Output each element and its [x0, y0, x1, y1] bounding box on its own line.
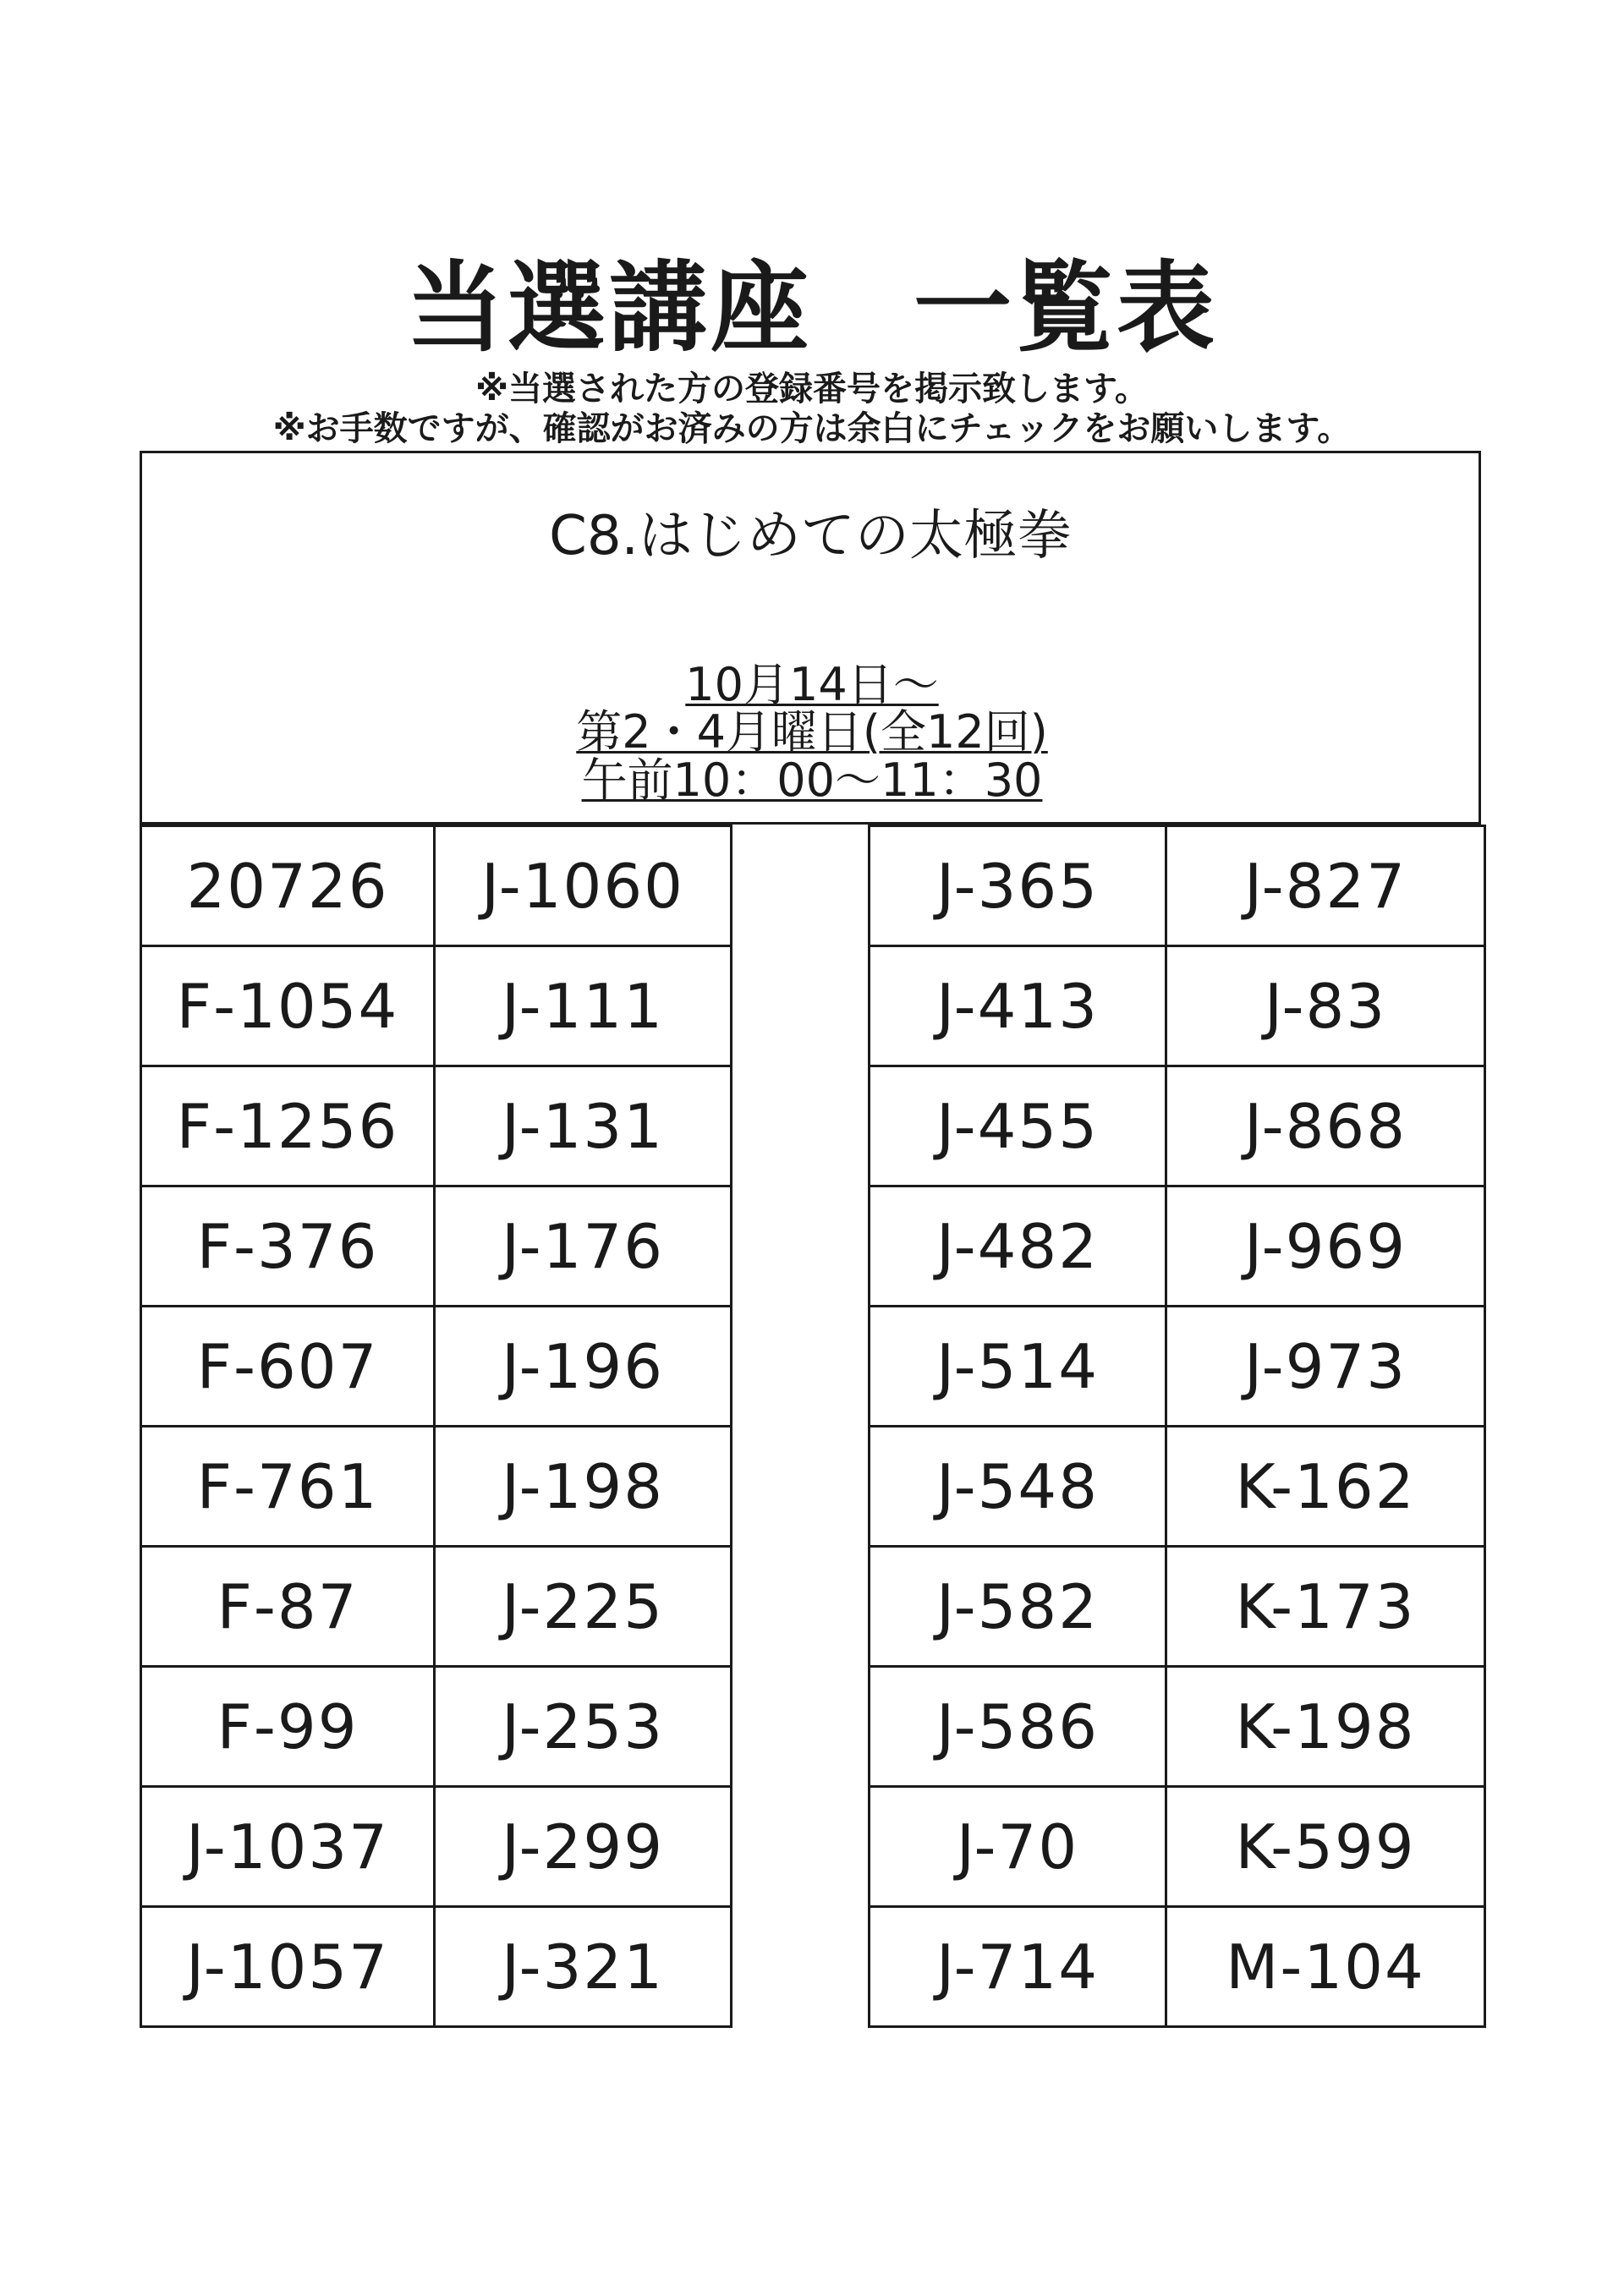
- registration-number-cell: F-376: [141, 1186, 435, 1307]
- page-title: 当選講座 一覧表: [406, 251, 1218, 365]
- registration-number-cell: 20726: [141, 826, 435, 946]
- winner-table-left: [140, 825, 732, 2028]
- registration-number-cell: J-868: [1166, 1066, 1485, 1186]
- registration-number-cell: J-714: [870, 1907, 1166, 2027]
- registration-number-cell: K-198: [1166, 1667, 1485, 1787]
- table-row: [870, 826, 1485, 946]
- registration-number-cell: J-321: [435, 1907, 732, 2027]
- registration-number-cell: F-99: [141, 1667, 435, 1787]
- table-row: [870, 1547, 1485, 1667]
- registration-number-cell: J-83: [1166, 946, 1485, 1066]
- table-row: [870, 1186, 1485, 1307]
- registration-number-cell: J-413: [870, 946, 1166, 1066]
- registration-number-cell: J-827: [1166, 826, 1485, 946]
- course-time: 午前10：00～11：30: [581, 753, 1043, 807]
- table-row: [141, 946, 732, 1066]
- table-row: [141, 1427, 732, 1547]
- registration-number-cell: F-1054: [141, 946, 435, 1066]
- registration-number-cell: J-225: [435, 1547, 732, 1667]
- registration-number-cell: J-1037: [141, 1787, 435, 1907]
- table-row: [870, 1907, 1485, 2027]
- course-name: C8.はじめての太極拳: [549, 505, 1072, 567]
- registration-number-cell: M-104: [1166, 1907, 1485, 2027]
- notice-posting: ※当選された方の登録番号を掲示致します。: [475, 370, 1149, 408]
- registration-number-cell: J-111: [435, 946, 732, 1066]
- registration-number-cell: J-299: [435, 1787, 732, 1907]
- course-schedule: 第2・4月曜日(全12回): [576, 705, 1048, 759]
- table-row: [141, 826, 732, 946]
- table-row: [141, 1547, 732, 1667]
- registration-number-cell: J-969: [1166, 1186, 1485, 1307]
- notice-check-request: ※お手数ですが、確認がお済みの方は余白にチェックをお願いします。: [272, 409, 1352, 448]
- registration-number-cell: J-455: [870, 1066, 1166, 1186]
- registration-number-cell: J-70: [870, 1787, 1166, 1907]
- registration-number-cell: F-87: [141, 1547, 435, 1667]
- registration-number-cell: J-253: [435, 1667, 732, 1787]
- registration-number-cell: J-1060: [435, 826, 732, 946]
- registration-number-cell: J-973: [1166, 1307, 1485, 1427]
- registration-number-cell: F-761: [141, 1427, 435, 1547]
- registration-number-cell: J-582: [870, 1547, 1166, 1667]
- table-row: [870, 1066, 1485, 1186]
- table-row: [141, 1907, 732, 2027]
- registration-number-cell: J-1057: [141, 1907, 435, 2027]
- course-start-date: 10月14日～: [685, 658, 939, 711]
- table-row: [141, 1787, 732, 1907]
- table-row: [870, 1787, 1485, 1907]
- registration-number-cell: J-514: [870, 1307, 1166, 1427]
- registration-number-cell: K-599: [1166, 1787, 1485, 1907]
- winner-table-right: [868, 825, 1486, 2028]
- table-row: [141, 1066, 732, 1186]
- table-row: [141, 1667, 732, 1787]
- table-row: [870, 1307, 1485, 1427]
- registration-number-cell: J-586: [870, 1667, 1166, 1787]
- registration-number-cell: J-198: [435, 1427, 732, 1547]
- table-row: [141, 1186, 732, 1307]
- table-row: [870, 1667, 1485, 1787]
- registration-number-cell: J-482: [870, 1186, 1166, 1307]
- registration-number-cell: J-196: [435, 1307, 732, 1427]
- table-row: [141, 1307, 732, 1427]
- registration-number-cell: K-173: [1166, 1547, 1485, 1667]
- registration-number-cell: J-131: [435, 1066, 732, 1186]
- table-row: [870, 946, 1485, 1066]
- registration-number-cell: F-607: [141, 1307, 435, 1427]
- registration-number-cell: K-162: [1166, 1427, 1485, 1547]
- registration-number-cell: J-365: [870, 826, 1166, 946]
- table-row: [870, 1427, 1485, 1547]
- registration-number-cell: J-176: [435, 1186, 732, 1307]
- registration-number-cell: F-1256: [141, 1066, 435, 1186]
- registration-number-cell: J-548: [870, 1427, 1166, 1547]
